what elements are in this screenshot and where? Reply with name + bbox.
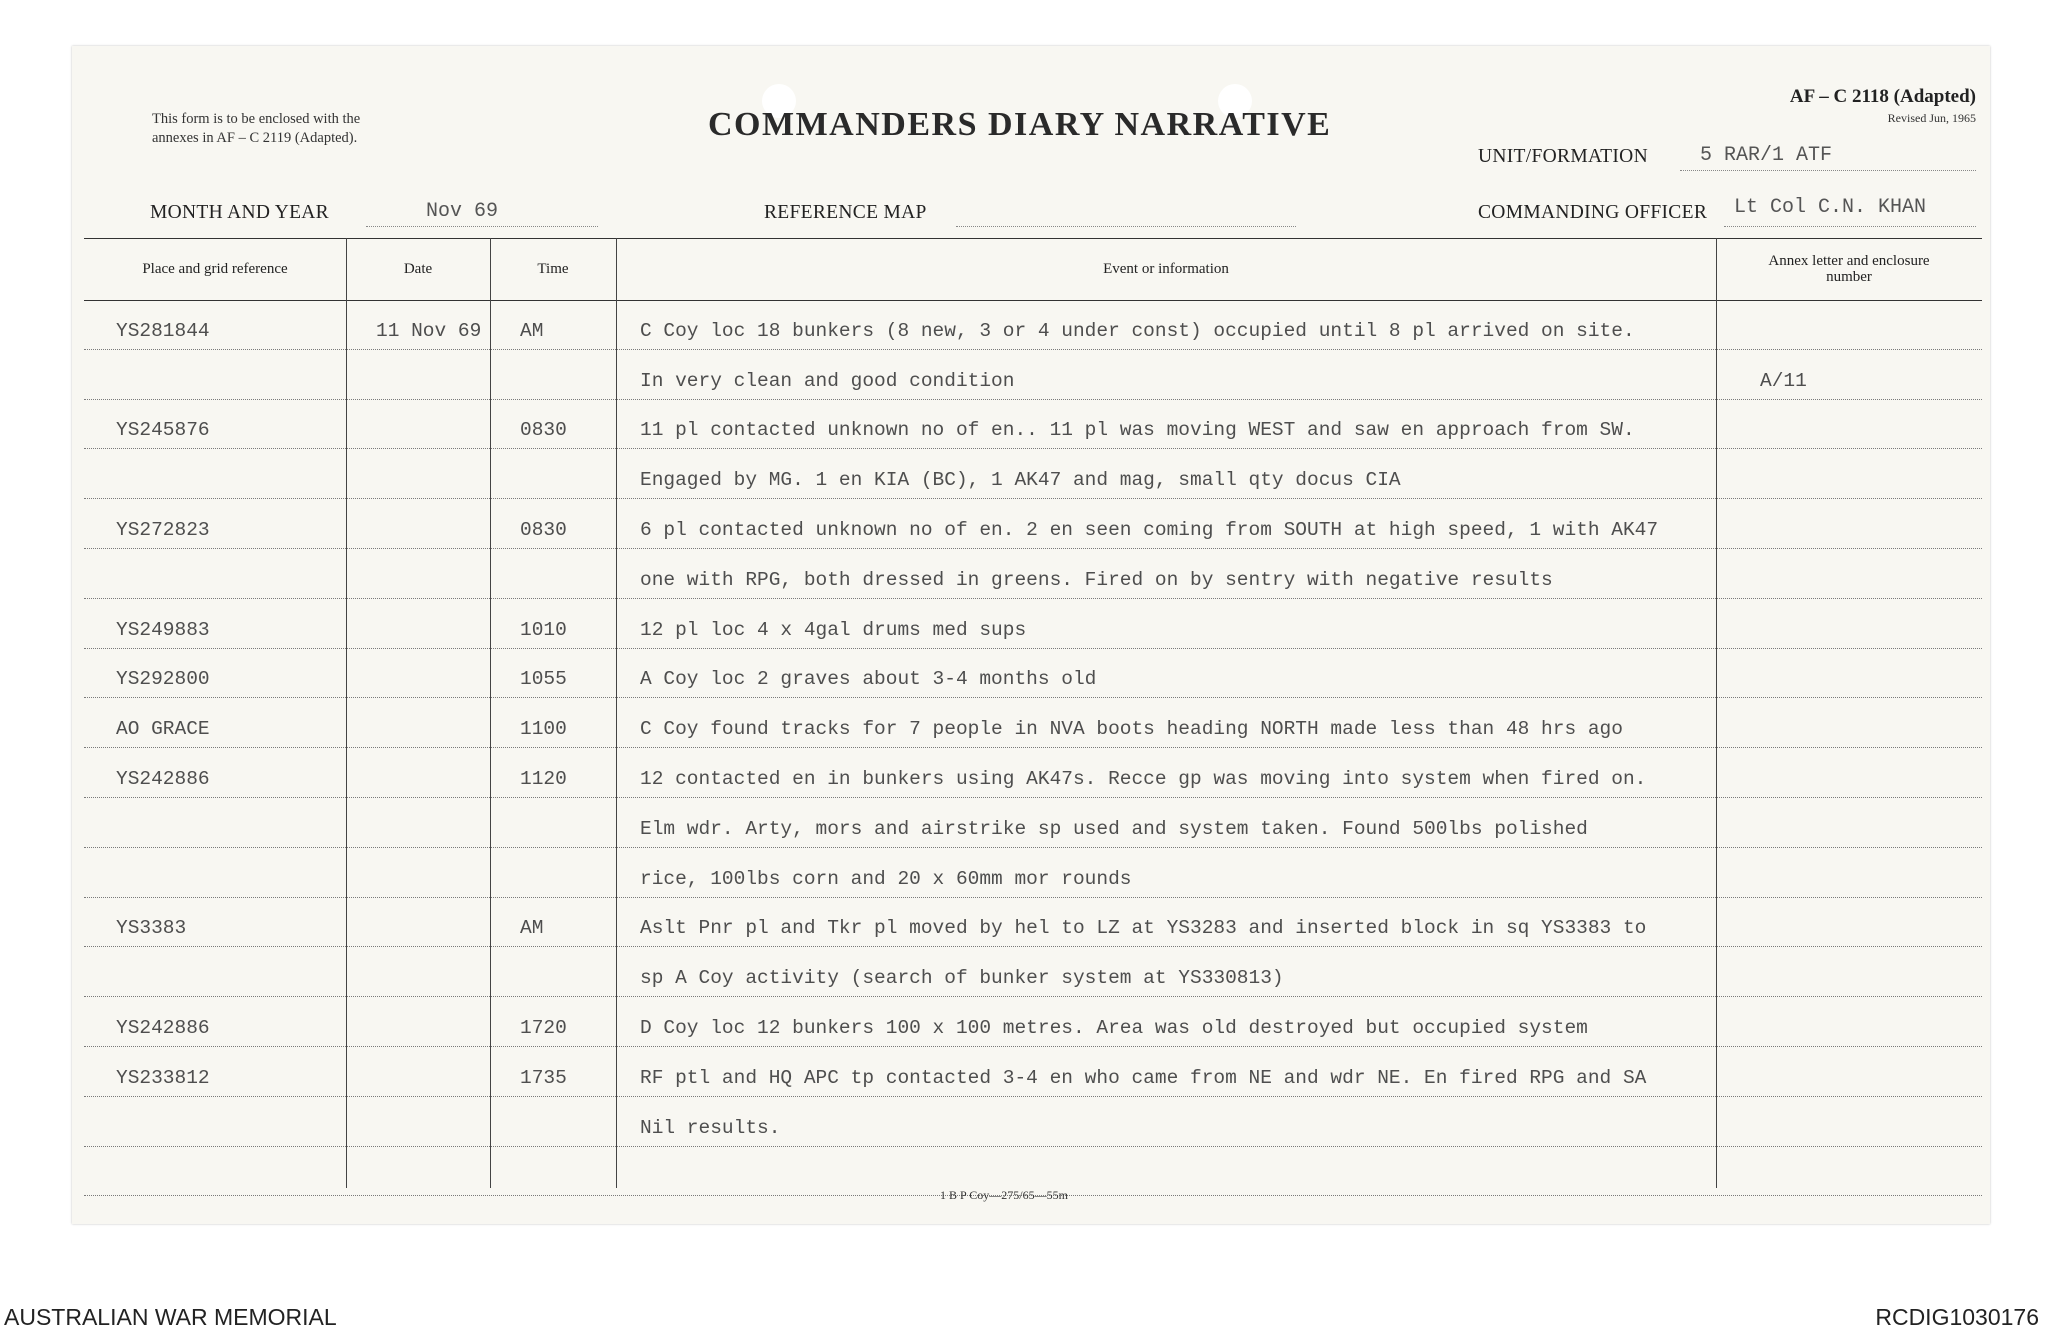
- cell-place: YS272823: [116, 518, 210, 541]
- cell-event: C Coy loc 18 bunkers (8 new, 3 or 4 under const) occupied until 8 pl arrived on site.: [640, 319, 1635, 342]
- cell-time: 1720: [520, 1016, 567, 1039]
- table-row: [84, 997, 1982, 1047]
- cell-place: YS242886: [116, 1016, 210, 1039]
- table-row: [84, 748, 1982, 798]
- table-row: [84, 947, 1982, 997]
- table-row: [84, 698, 1982, 748]
- cell-time: 1735: [520, 1066, 567, 1089]
- table-row: [84, 798, 1982, 848]
- cell-place: AO GRACE: [116, 718, 210, 741]
- cell-event: Nil results.: [640, 1116, 781, 1139]
- unit-value: 5 RAR/1 ATF: [1700, 144, 1833, 167]
- cell-event: Engaged by MG. 1 en KIA (BC), 1 AK47 and mag, small qty docus CIA: [640, 469, 1401, 492]
- cell-place: YS233812: [116, 1066, 210, 1089]
- archive-credit: AUSTRALIAN WAR MEMORIAL: [4, 1304, 337, 1330]
- cell-event: C Coy found tracks for 7 people in NVA boots heading NORTH made less than 48 hrs ago: [640, 718, 1623, 741]
- table-row: [84, 499, 1982, 549]
- table-row: [84, 599, 1982, 649]
- column-header-date: Date: [403, 261, 433, 277]
- column-header-place: Place and grid reference: [142, 261, 288, 277]
- form-note: [152, 110, 360, 148]
- cell-event: Elm wdr. Arty, mors and airstrike sp used and system taken. Found 500lbs polished: [640, 817, 1588, 840]
- cell-event: 11 pl contacted unknown no of en.. 11 pl was moving WEST and saw en approach from SW.: [640, 419, 1635, 442]
- cell-place: YS245876: [116, 419, 210, 442]
- commanding-officer-label: COMMANDING OFFICER: [1478, 202, 1708, 223]
- cell-event: 12 contacted en in bunkers using AK47s. Recce gp was moving into system when fired on.: [640, 767, 1647, 790]
- table-row: [84, 848, 1982, 898]
- form-title: COMMANDERS DIARY NARRATIVE: [708, 106, 1332, 143]
- table-row: [84, 1047, 1982, 1097]
- archive-id: RCDIG1030176: [1875, 1304, 2039, 1330]
- reference-map-underline: [956, 226, 1296, 227]
- form-note-line: annexes in AF – C 2119 (Adapted).: [152, 130, 358, 146]
- cell-event: D Coy loc 12 bunkers 100 x 100 metres. Area was old destroyed but occupied system: [640, 1016, 1588, 1039]
- diary-form: [72, 46, 1990, 1224]
- month-label: MONTH AND YEAR: [150, 202, 329, 223]
- reference-map-label: REFERENCE MAP: [764, 202, 927, 223]
- cell-date: 11 Nov 69: [376, 319, 482, 342]
- cell-event: rice, 100lbs corn and 20 x 60mm mor rounds: [640, 867, 1132, 890]
- cell-event: In very clean and good condition: [640, 369, 1015, 392]
- cell-event: 6 pl contacted unknown no of en. 2 en seen coming from SOUTH at high speed, 1 with AK47: [640, 518, 1659, 541]
- form-revised: Revised Jun, 1965: [1887, 111, 1976, 125]
- month-underline: [366, 226, 598, 227]
- table-row: [84, 549, 1982, 599]
- cell-event: 12 pl loc 4 x 4gal drums med sups: [640, 618, 1027, 641]
- month-value: Nov 69: [426, 200, 499, 223]
- cell-event: Aslt Pnr pl and Tkr pl moved by hel to LZ at YS3283 and inserted block in sq YS3383 to: [640, 917, 1647, 940]
- cell-time: 0830: [520, 518, 567, 541]
- form-number: AF – C 2118 (Adapted): [1789, 86, 1976, 107]
- cell-place: YS242886: [116, 767, 210, 790]
- cell-event: sp A Coy activity (search of bunker system at YS330813): [640, 967, 1284, 990]
- column-header-event: Event or information: [1103, 261, 1229, 277]
- column-header-annex: Annex letter and enclosure number: [1768, 253, 1930, 285]
- cell-time: 1055: [520, 668, 567, 691]
- cell-place: YS249883: [116, 618, 210, 641]
- commanding-officer-underline: [1724, 226, 1976, 227]
- printer-imprint: 1 B P Coy—275/65—55m: [940, 1188, 1068, 1202]
- cell-time: 1010: [520, 618, 567, 641]
- cell-event: A Coy loc 2 graves about 3-4 months old: [640, 668, 1097, 691]
- cell-annex: A/11: [1760, 369, 1807, 392]
- table-row: [84, 1097, 1982, 1147]
- cell-place: YS3383: [116, 917, 187, 940]
- column-header-time: Time: [537, 261, 569, 277]
- cell-event: one with RPG, both dressed in greens. Fired on by sentry with negative results: [640, 568, 1553, 591]
- cell-event: RF ptl and HQ APC tp contacted 3-4 en who came from NE and wdr NE. En fired RPG and SA: [640, 1066, 1647, 1089]
- cell-place: YS281844: [116, 319, 210, 342]
- table-row: [84, 300, 1982, 350]
- cell-time: 1100: [520, 718, 567, 741]
- table-row: [84, 649, 1982, 699]
- table-row: [84, 898, 1982, 948]
- narrative-table: [84, 238, 1982, 1188]
- cell-time: 1120: [520, 767, 567, 790]
- table-row: [84, 449, 1982, 499]
- cell-time: AM: [520, 319, 544, 342]
- cell-time: 0830: [520, 419, 567, 442]
- form-note-line: This form is to be enclosed with the: [152, 111, 361, 127]
- table-row: [84, 400, 1982, 450]
- cell-place: YS292800: [116, 668, 210, 691]
- unit-label: UNIT/FORMATION: [1478, 146, 1648, 167]
- table-row: [84, 350, 1982, 400]
- unit-underline: [1680, 170, 1976, 171]
- cell-time: AM: [520, 917, 544, 940]
- commanding-officer-value: Lt Col C.N. KHAN: [1734, 196, 1927, 219]
